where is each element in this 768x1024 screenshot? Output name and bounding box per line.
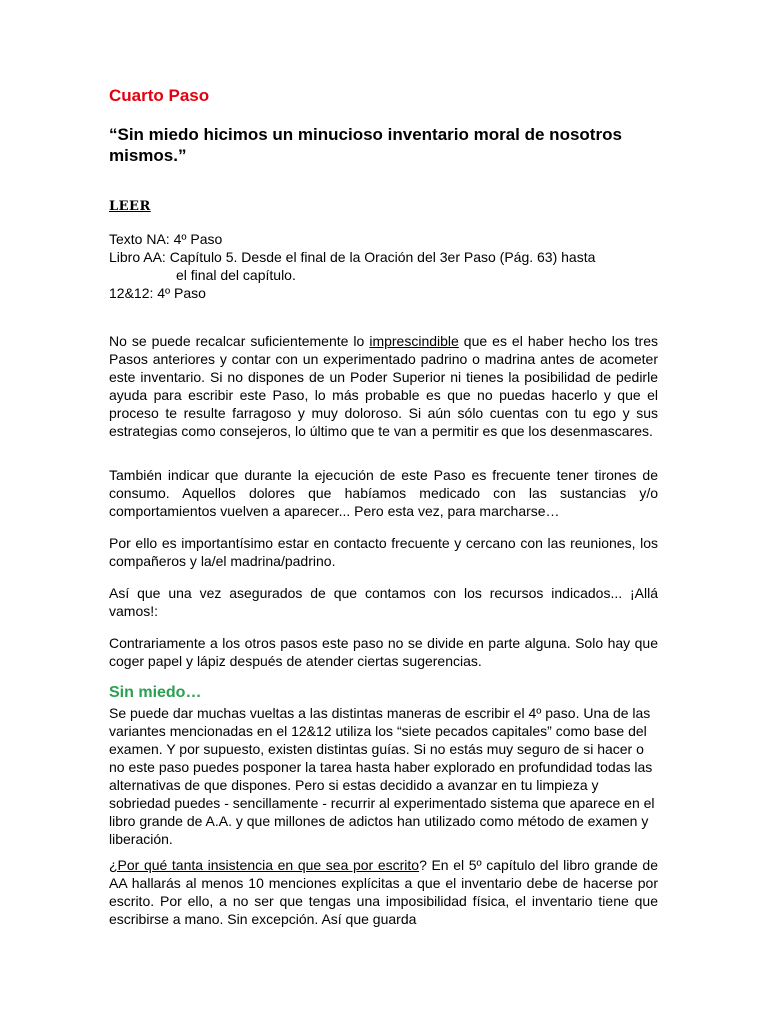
leer-heading: LEER: [109, 199, 151, 214]
paragraph-methods: Se puede dar muchas vueltas a las distintas maneras de escribir el 4º paso. Una de las variantes mencionadas en el 12&12 utiliza los “siete pecados capitales” como base del examen. Y por supuesto, existen distintas guías. Si no estás muy seguro de si hacer o no este paso puedes posponer la tarea hasta haber explorado en profundidad todas las alternativas de que dispones. Pero si estas decidido a avanzar en tu limpieza y sobriedad puedes - sencillamente - recurrir al experimentado sistema que aparece en el libro grande de A.A. y que millones de adictos han utilizado como método de examen y liberación.: [109, 705, 655, 847]
paragraph-intro-emphasis: imprescindible: [369, 333, 459, 349]
page-title: Cuarto Paso: [109, 86, 210, 105]
paragraph-instructions: Contrariamente a los otros pasos este paso no se divide en parte alguna. Solo hay que coger papel y lápiz después de atender ciertas sugerencias.: [109, 635, 658, 669]
reading-references: [109, 230, 669, 302]
reference-libro-aa: Libro AA: Capítulo 5. Desde el final de la Oración del 3er Paso (Pág. 63) hasta: [109, 249, 596, 265]
paragraph-resources: Así que una vez asegurados de que contamos con los recursos indicados... ¡Allá vamos!:: [109, 585, 658, 619]
reference-libro-aa-continued: el final del capítulo.: [176, 267, 296, 283]
paragraph-intro-text-end: que es el haber hecho los tres Pasos anteriores y contar con un experimentado padrino o madrina antes de acometer este inventario. Si no dispones de un Poder Superior ni tienes la posibilidad de pedirle ayuda para escribir este Paso, lo más probable es que no puedas hacerlo y que el proceso te resulte farragoso y muy doloroso. Si aún sólo cuentas con tu ego y sus estrategias como consejeros, lo último que te van a permitir es que los desenmascares.: [109, 333, 658, 439]
paragraph-contact: Por ello es importantísimo estar en contacto frecuente y cercano con las reuniones, los compañeros y la/el madrina/padrino.: [109, 535, 658, 569]
reference-12-12: 12&12: 4º Paso: [109, 285, 206, 301]
paragraph-intro: [109, 332, 658, 440]
paragraph-intro-text-start: No se puede recalcar suficientemente lo: [109, 333, 370, 349]
paragraph-in-writing-text: ? En el 5º capítulo del libro grande de AA hallarás al menos 10 menciones explícitas a que el inventario debe de hacerse por escrito. Por ello, a no ser que tengas una imposibilidad física, el inventario tiene que escribirse a mano. Sin excepción. Así que guarda: [109, 857, 658, 927]
step-quote: “Sin miedo hicimos un minucioso inventario moral de nosotros mismos.”: [109, 125, 622, 165]
reference-texto-na: Texto NA: 4º Paso: [109, 231, 223, 247]
paragraph-cravings: También indicar que durante la ejecución de este Paso es frecuente tener tirones de consumo. Aquellos dolores que habíamos medicado con las sustancias y/o comportamientos vuelven a aparecer... Pero esta vez, para marcharse…: [109, 467, 658, 519]
paragraph-in-writing: [109, 856, 658, 928]
section-subtitle: Sin miedo…: [109, 684, 202, 701]
paragraph-in-writing-question: ¿Por qué tanta insistencia en que sea por escrito: [109, 857, 420, 873]
